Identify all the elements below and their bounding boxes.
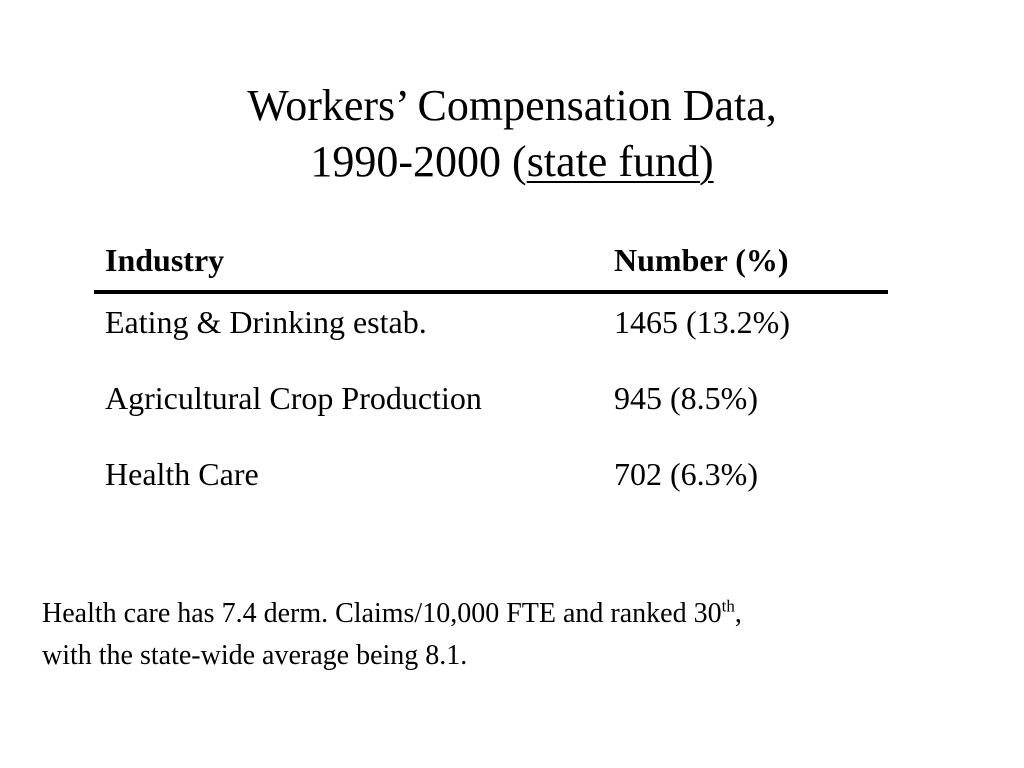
- row-number: 1465 (13.2%): [614, 304, 790, 340]
- row-industry: Eating & Drinking estab.: [105, 304, 427, 340]
- title-state-fund: state fund): [526, 137, 714, 186]
- header-industry: Industry: [105, 242, 225, 278]
- header-number: Number (%): [614, 242, 789, 278]
- footnote-line-1: [42, 593, 1002, 635]
- table-row: [94, 370, 888, 446]
- row-industry: Agricultural Crop Production: [105, 380, 482, 416]
- title-line-1: Workers’ Compensation Data,: [247, 81, 777, 130]
- table-header-row: [94, 236, 888, 294]
- title-line-2-prefix: 1990-2000 (: [310, 137, 527, 186]
- footnote-superscript: th: [721, 596, 735, 616]
- compensation-table: [94, 236, 888, 522]
- row-industry: Health Care: [105, 456, 259, 492]
- footnote: [42, 593, 1002, 677]
- row-number: 945 (8.5%): [614, 380, 758, 416]
- slide-title: [0, 78, 1024, 190]
- row-number: 702 (6.3%): [614, 456, 758, 492]
- title-line-2: [0, 134, 1024, 190]
- footnote-text: Health care has 7.4 derm. Claims/10,000 FTE and ranked 30: [42, 598, 722, 629]
- footnote-line-2: with the state-wide average being 8.1.: [42, 640, 468, 671]
- table-row: [94, 446, 888, 522]
- footnote-comma: ,: [734, 598, 742, 629]
- table-row: [94, 294, 888, 370]
